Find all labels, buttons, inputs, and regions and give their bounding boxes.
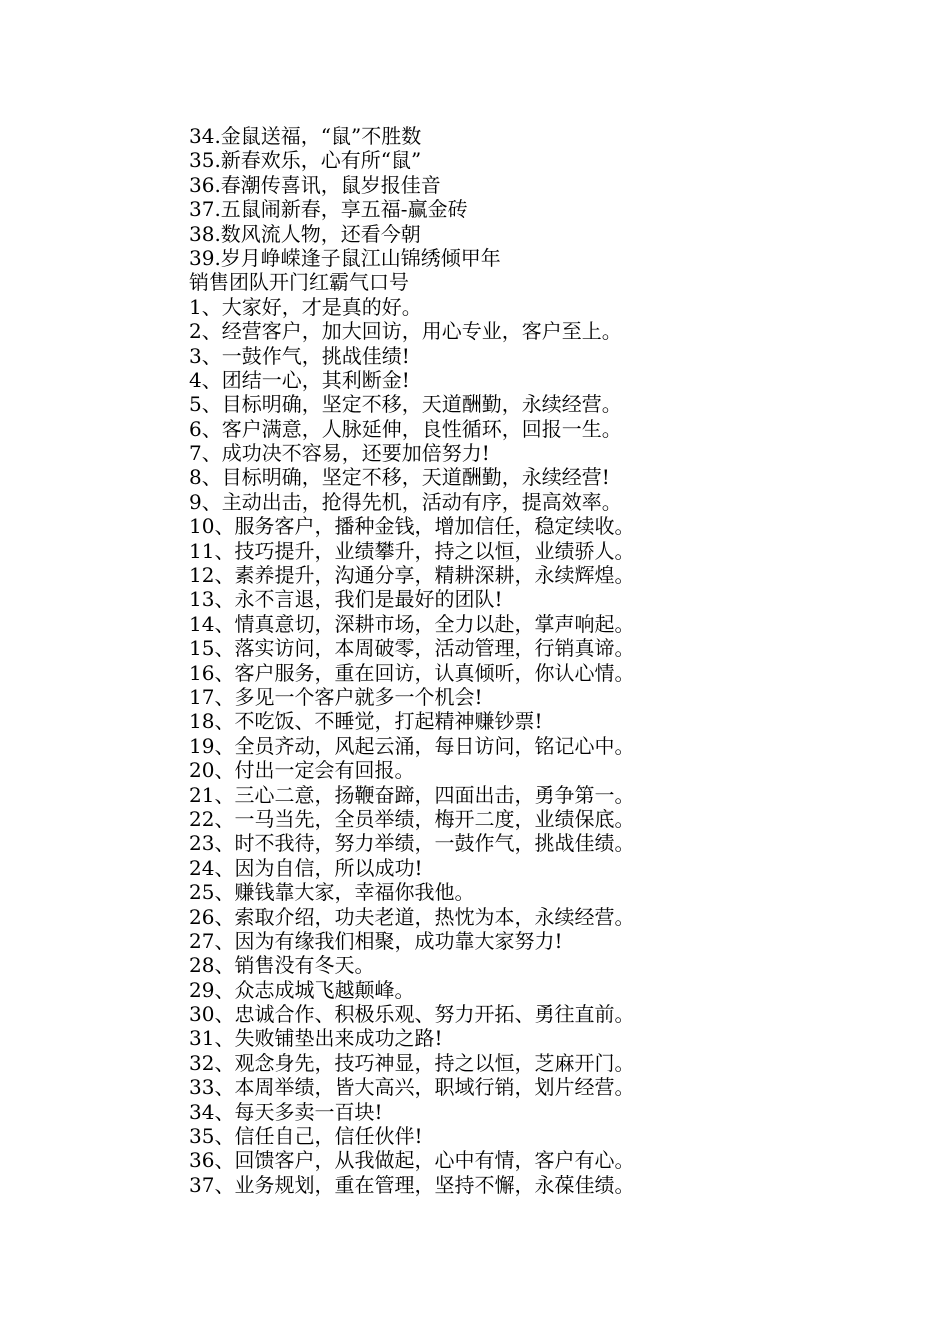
text-line: 4、团结一心，其利断金! xyxy=(189,367,410,392)
text-line: 23、时不我待，努力举绩，一鼓作气，挑战佳绩。 xyxy=(189,831,635,856)
text-line: 25、赚钱靠大家，幸福你我他。 xyxy=(189,880,475,905)
text-line: 28、销售没有冬天。 xyxy=(189,953,375,978)
text-line: 3、一鼓作气，挑战佳绩! xyxy=(189,343,410,368)
text-line: 36.春潮传喜讯，鼠岁报佳音 xyxy=(189,172,441,197)
text-line: 8、目标明确，坚定不移，天道酬勤，永续经营! xyxy=(189,465,610,490)
text-line: 17、多见一个客户就多一个机会! xyxy=(189,684,483,709)
text-line: 37、业务规划，重在管理，坚持不懈，永葆佳绩。 xyxy=(189,1172,635,1197)
text-line: 10、服务客户，播种金钱，增加信任，稳定续收。 xyxy=(189,514,635,539)
text-line: 35、信任自己，信任伙伴! xyxy=(189,1124,423,1149)
text-line: 24、因为自信，所以成功! xyxy=(189,855,423,880)
text-line: 38.数风流人物，还看今朝 xyxy=(189,221,421,246)
text-line: 34、每天多卖一百块! xyxy=(189,1099,383,1124)
text-line: 35.新春欢乐，心有所“鼠” xyxy=(189,148,422,173)
text-line: 34.金鼠送福，“鼠”不胜数 xyxy=(189,124,422,148)
text-line: 29、众志成城飞越颠峰。 xyxy=(189,977,415,1002)
text-line: 15、落实访问，本周破零，活动管理，行销真谛。 xyxy=(189,636,635,661)
text-line: 11、技巧提升，业绩攀升，持之以恒，业绩骄人。 xyxy=(189,538,635,563)
text-line: 销售团队开门红霸气口号 xyxy=(189,270,409,295)
text-line: 20、付出一定会有回报。 xyxy=(189,758,415,783)
text-line: 22、一马当先，全员举绩，梅开二度，业绩保底。 xyxy=(189,806,635,831)
text-line: 31、失败铺垫出来成功之路! xyxy=(189,1026,443,1051)
text-line: 5、目标明确，坚定不移，天道酬勤，永续经营。 xyxy=(189,392,622,417)
text-line: 14、情真意切，深耕市场，全力以赴，掌声响起。 xyxy=(189,611,635,636)
text-line: 13、永不言退，我们是最好的团队! xyxy=(189,587,503,612)
text-line: 21、三心二意，扬鞭奋蹄，四面出击，勇争第一。 xyxy=(189,782,635,807)
text-line: 36、回馈客户，从我做起，心中有情，客户有心。 xyxy=(189,1148,635,1173)
text-line: 1、大家好，才是真的好。 xyxy=(189,294,422,319)
text-line: 9、主动出击，抢得先机，活动有序，提高效率。 xyxy=(189,489,622,514)
text-line: 39.岁月峥嵘逢子鼠江山锦绣倾甲年 xyxy=(189,245,501,270)
text-line: 26、索取介绍，功夫老道，热忱为本，永续经营。 xyxy=(189,904,635,929)
text-line: 19、全员齐动，风起云涌，每日访问，铭记心中。 xyxy=(189,733,635,758)
text-line: 33、本周举绩，皆大高兴，职域行销，划片经营。 xyxy=(189,1075,635,1100)
document-text xyxy=(189,124,889,1197)
text-line: 37.五鼠闹新春，享五福-赢金砖 xyxy=(189,197,468,222)
text-line: 27、因为有缘我们相聚，成功靠大家努力! xyxy=(189,928,563,953)
text-line: 2、经营客户，加大回访，用心专业，客户至上。 xyxy=(189,319,622,344)
text-line: 30、忠诚合作、积极乐观、努力开拓、勇往直前。 xyxy=(189,1002,635,1027)
text-line: 16、客户服务，重在回访，认真倾听，你认心情。 xyxy=(189,660,635,685)
text-line: 7、成功决不容易，还要加倍努力! xyxy=(189,441,490,466)
text-line: 32、观念身先，技巧神显，持之以恒，芝麻开门。 xyxy=(189,1050,635,1075)
text-line: 6、客户满意，人脉延伸，良性循环，回报一生。 xyxy=(189,416,622,441)
text-line: 18、不吃饭、不睡觉，打起精神赚钞票! xyxy=(189,709,543,734)
text-line: 12、素养提升，沟通分享，精耕深耕，永续辉煌。 xyxy=(189,563,635,588)
